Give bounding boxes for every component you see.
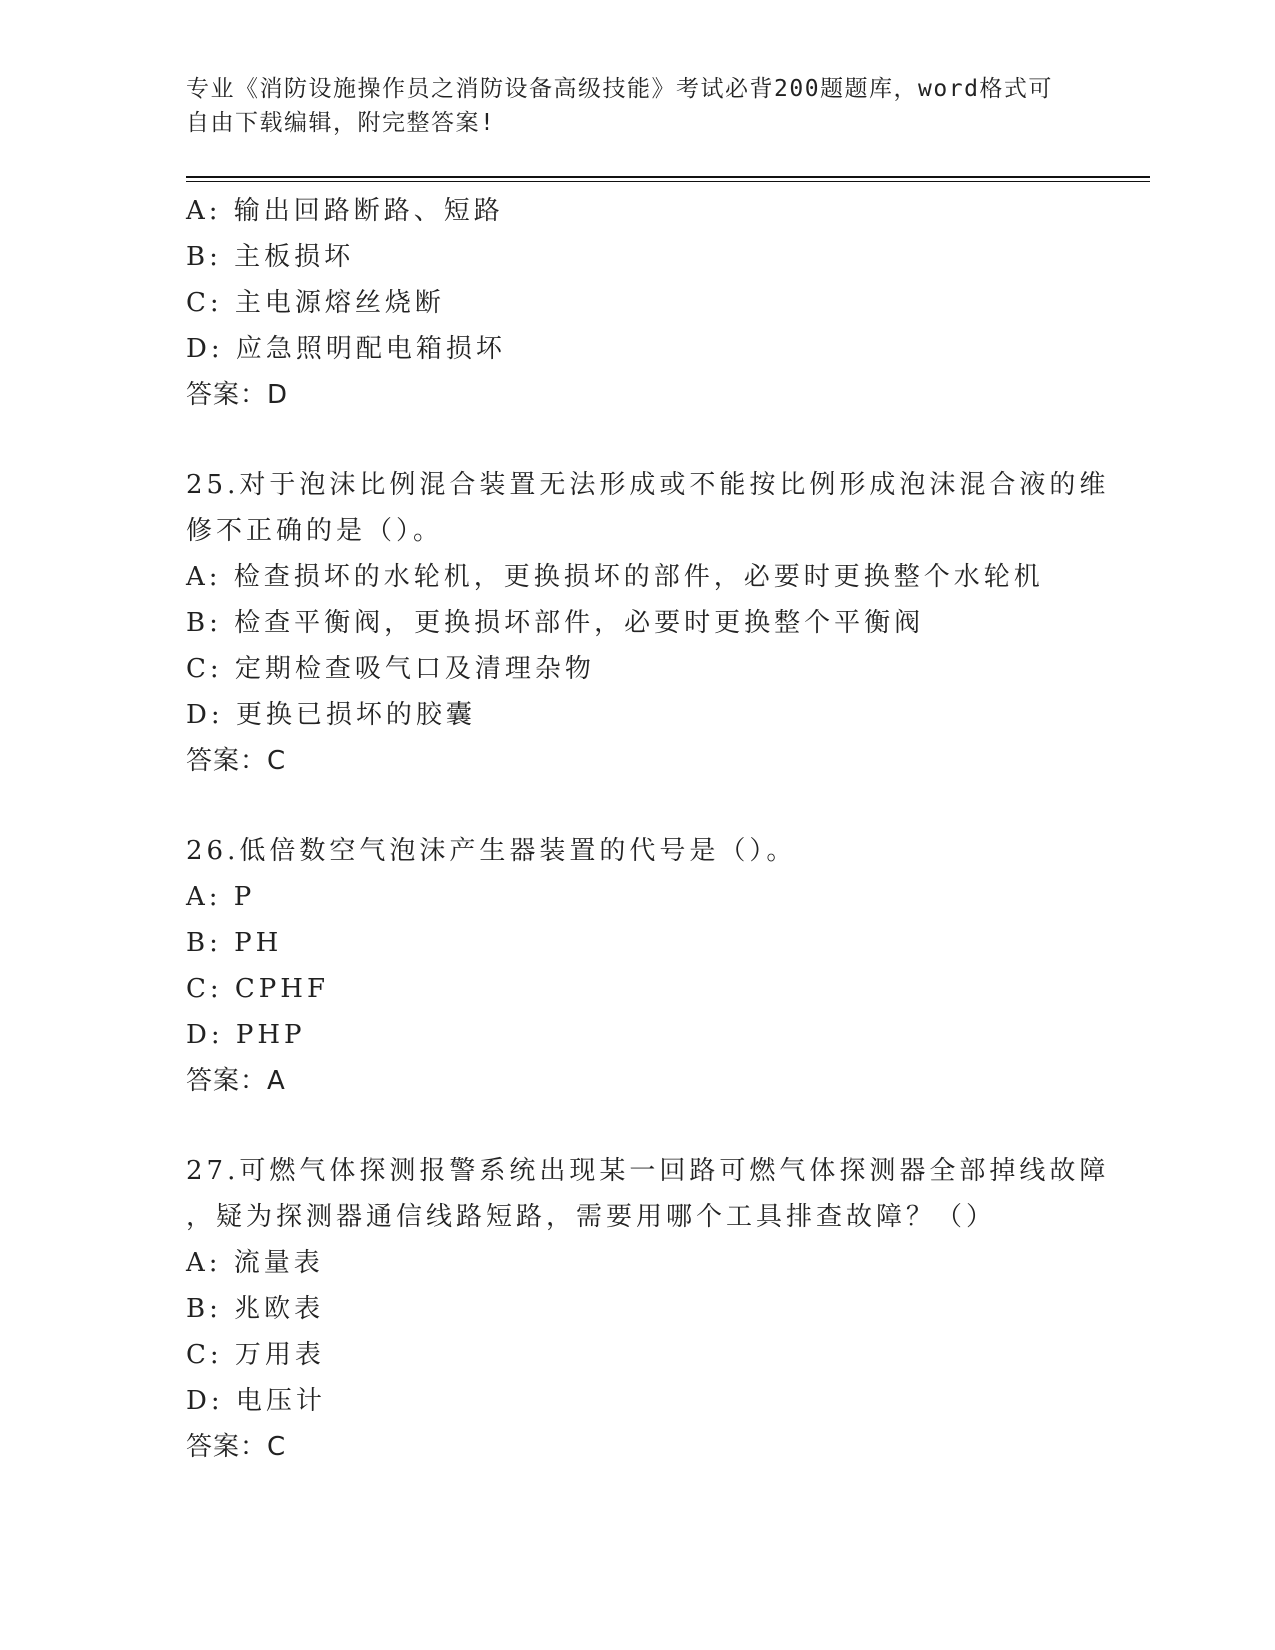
question-block-24 bbox=[186, 188, 1086, 418]
option-c: C: 主电源熔丝烧断 bbox=[186, 288, 445, 318]
option-d: D: 应急照明配电箱损坏 bbox=[186, 334, 506, 364]
question-list bbox=[186, 188, 1110, 1470]
header-divider-thin bbox=[186, 181, 1150, 182]
option-b: B: 检查平衡阀，更换损坏部件，必要时更换整个平衡阀 bbox=[186, 608, 925, 638]
question-block-26 bbox=[186, 828, 1086, 1104]
option-a: A: 流量表 bbox=[186, 1248, 324, 1278]
option-d: D: PHP bbox=[186, 1020, 306, 1050]
option-a: A: 输出回路断路、短路 bbox=[186, 196, 504, 226]
option-b: B: 主板损坏 bbox=[186, 242, 355, 272]
question-block-25 bbox=[186, 462, 1110, 784]
answer-line: 答案：C bbox=[186, 746, 287, 776]
question-text-line-2: 修不正确的是（）。 bbox=[186, 516, 444, 546]
question-block-27 bbox=[186, 1148, 1110, 1470]
option-d: D: 电压计 bbox=[186, 1386, 326, 1416]
option-b: B: PH bbox=[186, 928, 283, 958]
option-c: C: 万用表 bbox=[186, 1340, 325, 1370]
header-line-1: 专业《消防设施操作员之消防设备高级技能》考试必背200题题库，word格式可 bbox=[186, 76, 1053, 102]
spacer bbox=[186, 418, 1086, 462]
option-a: A: 检查损坏的水轮机，更换损坏的部件，必要时更换整个水轮机 bbox=[186, 562, 1044, 592]
option-a: A: P bbox=[186, 882, 256, 912]
header-line-2: 自由下载编辑，附完整答案! bbox=[186, 110, 496, 136]
spacer bbox=[186, 1104, 1086, 1148]
option-c: C: CPHF bbox=[186, 974, 330, 1004]
spacer bbox=[186, 784, 1086, 828]
answer-line: 答案：C bbox=[186, 1432, 287, 1462]
option-b: B: 兆欧表 bbox=[186, 1294, 325, 1324]
question-text-line-1: 25.对于泡沫比例混合装置无法形成或不能按比例形成泡沫混合液的维 bbox=[186, 470, 1110, 500]
question-text-line-1: 27.可燃气体探测报警系统出现某一回路可燃气体探测器全部掉线故障 bbox=[186, 1156, 1110, 1186]
answer-line: 答案：D bbox=[186, 380, 289, 410]
question-text-line-2: ，疑为探测器通信线路短路，需要用哪个工具排查故障？（） bbox=[186, 1202, 997, 1232]
header-divider-thick bbox=[186, 176, 1150, 178]
option-c: C: 定期检查吸气口及清理杂物 bbox=[186, 654, 595, 684]
answer-line: 答案：A bbox=[186, 1066, 286, 1096]
document-header bbox=[186, 72, 1066, 140]
question-text-line-1: 26.低倍数空气泡沫产生器装置的代号是（）。 bbox=[186, 836, 797, 866]
option-d: D: 更换已损坏的胶囊 bbox=[186, 700, 476, 730]
